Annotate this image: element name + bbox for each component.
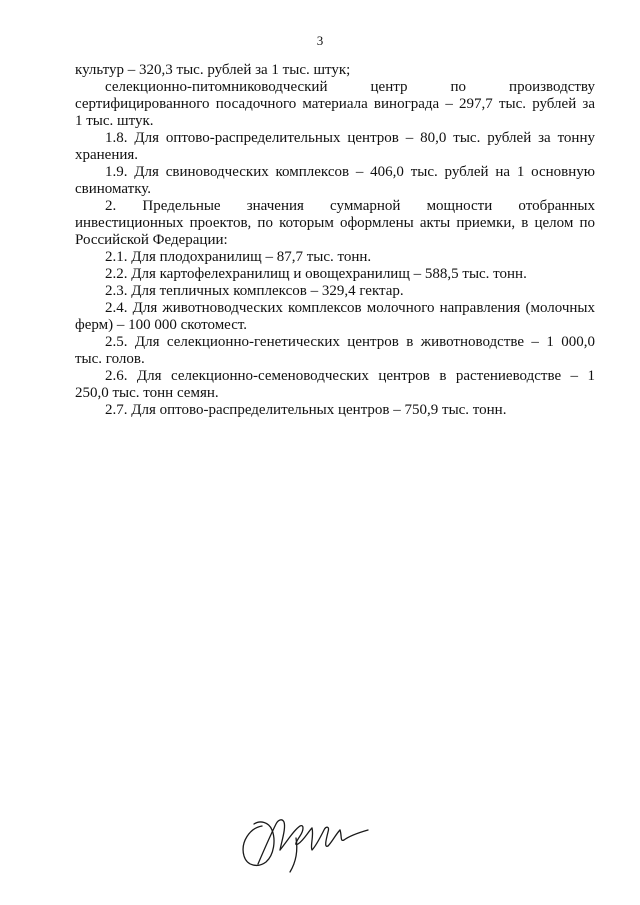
text-line: Российской Федерации: xyxy=(75,232,228,248)
text-line: тыс. голов. xyxy=(75,351,145,367)
document-body xyxy=(75,62,595,419)
handwritten-signature xyxy=(236,806,376,876)
text-line: селекционно-питомниководческий центр по производству xyxy=(105,79,595,95)
text-line: инвестиционных проектов, по которым оформлены акты приемки, в целом по xyxy=(75,215,595,231)
text-line: хранения. xyxy=(75,147,139,163)
text-line: 2.7. Для оптово-распределительных центров – 750,9 тыс. тонн. xyxy=(105,402,507,418)
text-line: 250,0 тыс. тонн семян. xyxy=(75,385,219,401)
text-line: свиноматку. xyxy=(75,181,152,197)
text-line: 2. Предельные значения суммарной мощности отобранных xyxy=(105,198,595,214)
text-line: 1 тыс. штук. xyxy=(75,113,154,129)
text-line: 1.8. Для оптово-распределительных центров – 80,0 тыс. рублей за тонну xyxy=(105,130,595,146)
text-line: 1.9. Для свиноводческих комплексов – 406,0 тыс. рублей на 1 основную xyxy=(105,164,595,180)
text-line: ферм) – 100 000 скотомест. xyxy=(75,317,248,333)
text-line: культур – 320,3 тыс. рублей за 1 тыс. штук; xyxy=(75,62,351,78)
text-line: 2.4. Для животноводческих комплексов молочного направления (молочных xyxy=(105,300,595,316)
text-line: 2.6. Для селекционно-семеноводческих центров в растениеводстве – 1 xyxy=(105,368,595,384)
text-line: 2.2. Для картофелехранилищ и овощехранилищ – 588,5 тыс. тонн. xyxy=(105,266,527,282)
text-line: 2.1. Для плодохранилищ – 87,7 тыс. тонн. xyxy=(105,249,372,265)
text-line: сертифицированного посадочного материала винограда – 297,7 тыс. рублей за xyxy=(75,96,595,112)
page-number: 3 xyxy=(316,33,324,48)
text-line: 2.3. Для тепличных комплексов – 329,4 гектар. xyxy=(105,283,404,299)
text-line: 2.5. Для селекционно-генетических центров в животноводстве – 1 000,0 xyxy=(105,334,595,350)
